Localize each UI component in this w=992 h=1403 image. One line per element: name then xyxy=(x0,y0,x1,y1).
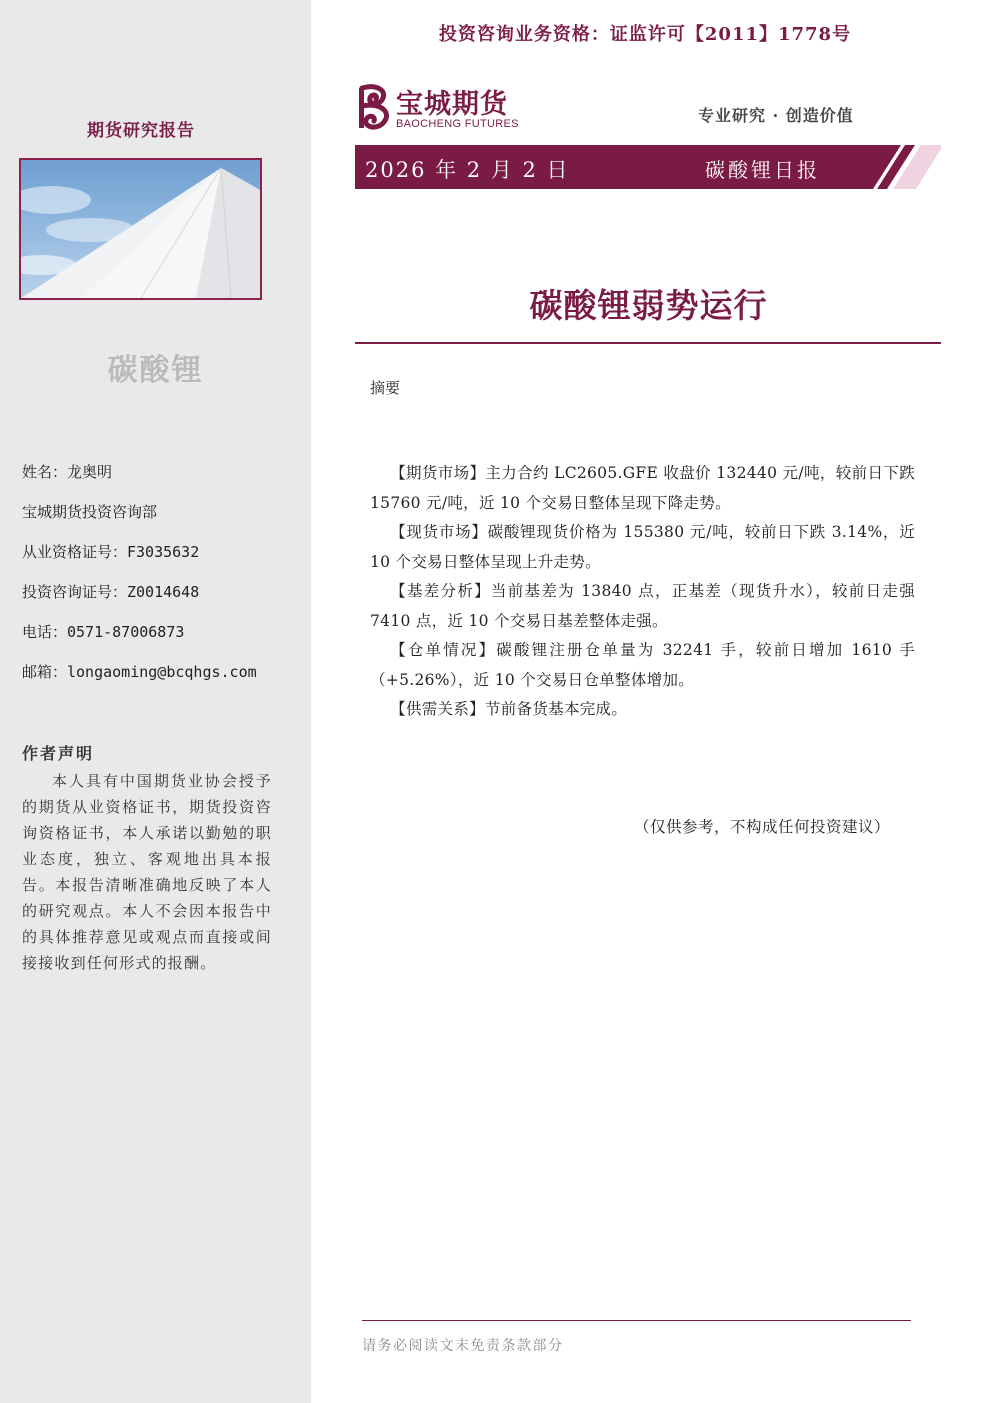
logo-mark-icon xyxy=(356,84,392,132)
report-type-label: 期货研究报告 xyxy=(87,121,195,141)
qualification-line: 投资咨询业务资格：证监许可【2011】1778号 xyxy=(438,24,852,45)
lithium-pile-image xyxy=(19,158,262,300)
author-info xyxy=(22,462,302,702)
sidebar xyxy=(0,0,311,1403)
warehouse-receipt-paragraph: 【仓单情况】碳酸锂注册仓单量为 32241 手，较前日增加 1610 手（+5.26%），近 10 个交易日仓单整体增加。 xyxy=(370,641,915,689)
supply-demand-paragraph: 【供需关系】节前备货基本完成。 xyxy=(390,700,628,718)
futures-market-paragraph: 【期货市场】主力合约 LC2605.GFE 收盘价 132440 元/吨，较前日下跌 15760 元/吨，近 10 个交易日整体呈现下降走势。 xyxy=(370,464,915,512)
declaration-text: 本人具有中国期货业协会授予的期货从业资格证书，期货投资咨询资格证书，本人承诺以勤勉的职业态度，独立、客观地出具本报告。本报告清晰准确地反映了本人的研究观点。本人不会因本报告中的具体推荐意见或观点而直接或间接接收到任何形式的报酬。 xyxy=(22,772,272,972)
author-name: 姓名：龙奥明 xyxy=(22,463,113,481)
footer-divider xyxy=(362,1320,911,1321)
product-name: 碳酸锂 xyxy=(107,353,204,388)
company-logo xyxy=(356,84,526,136)
basis-analysis-paragraph: 【基差分析】当前基差为 13840 点，正基差（现货升水），较前日走强 7410 点，近 10 个交易日基差整体走强。 xyxy=(370,582,915,630)
summary-section xyxy=(370,459,915,725)
title-divider xyxy=(355,342,941,344)
author-email: 邮箱：longaoming@bcqhgs.com xyxy=(22,663,257,681)
logo-english-name: BAOCHENG FUTURES xyxy=(396,118,519,130)
abstract-label: 摘要 xyxy=(370,379,401,397)
author-phone: 电话：0571-87006873 xyxy=(22,623,185,641)
report-title: 碳酸锂弱势运行 xyxy=(529,286,768,325)
logo-chinese-name: 宝城期货 xyxy=(396,89,508,120)
declaration-title: 作者声明 xyxy=(22,744,95,763)
slogan: 专业研究 · 创造价值 xyxy=(698,106,854,125)
spot-market-paragraph: 【现货市场】碳酸锂现货价格为 155380 元/吨，较前日下跌 3.14%，近 10 个交易日整体呈现上升走势。 xyxy=(370,523,915,571)
author-license: 从业资格证号：F3035632 xyxy=(22,543,200,561)
report-date: 2026 年 2 月 2 日 xyxy=(365,158,570,182)
footer-notice: 请务必阅读文末免责条款部分 xyxy=(362,1338,564,1354)
report-name: 碳酸锂日报 xyxy=(705,158,820,182)
author-consult-license: 投资咨询证号：Z0014648 xyxy=(22,583,200,601)
disclaimer: （仅供参考，不构成任何投资建议） xyxy=(633,818,890,836)
author-department: 宝城期货投资咨询部 xyxy=(22,503,158,521)
date-banner xyxy=(355,145,941,189)
